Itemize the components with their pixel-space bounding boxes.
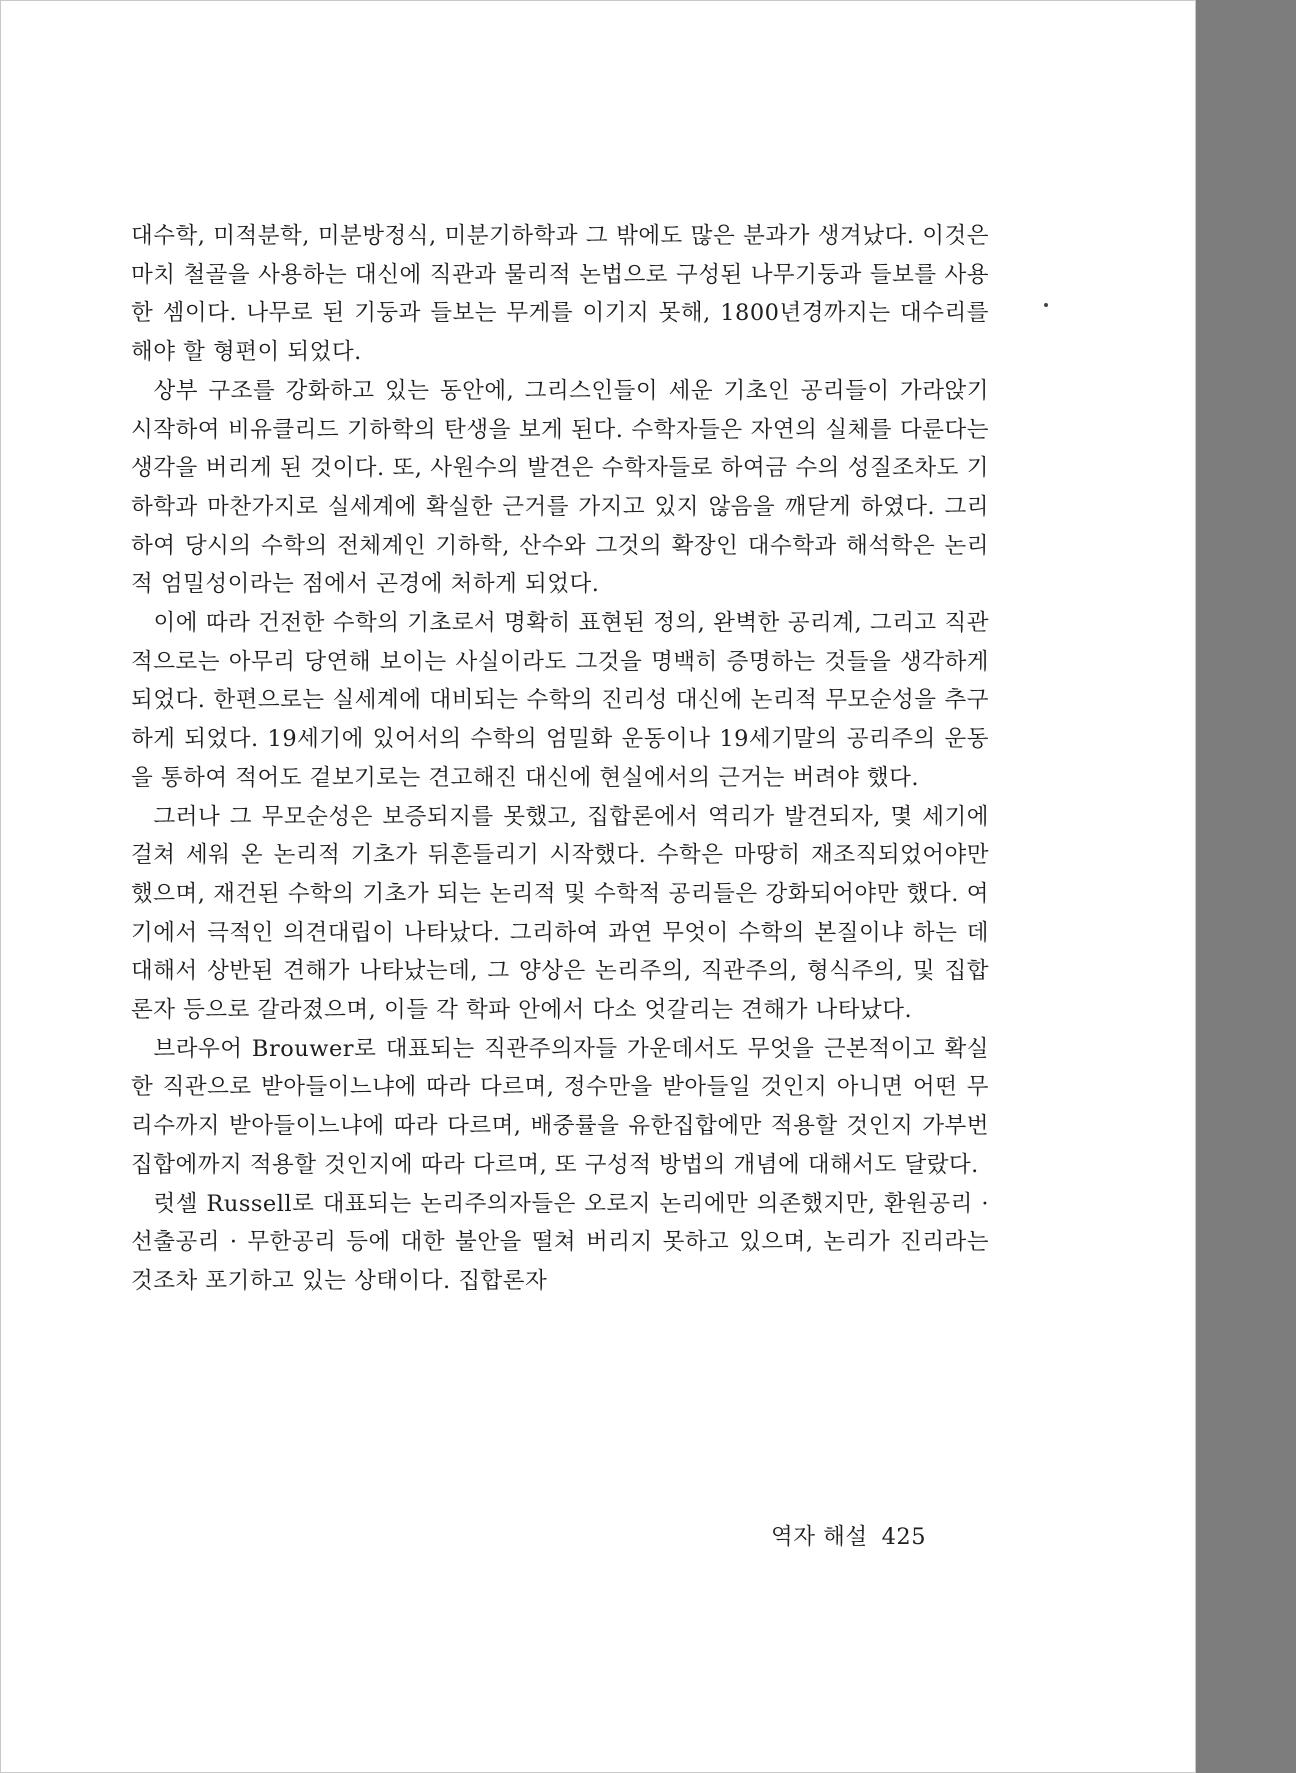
running-footer-title: 역자 해설 bbox=[771, 1524, 868, 1550]
page-number: 425 bbox=[881, 1524, 927, 1550]
stray-mark bbox=[1044, 303, 1048, 307]
paragraph-5: 브라우어 Brouwer로 대표되는 직관주의자들 가운데서도 무엇을 근본적이고 확실한 직관으로 받아들이느냐에 따라 다르며, 정수만을 받아들일 것인지 아니면 어떤 무리수까지 받아들이느냐에 따라 다르며, 배중률을 유한집합에만 적용할 것인지 가부번집합에까지 적용할 것인지에 따라 다르며, 또 구성적 방법의 개념에 대해서도 달랐다. bbox=[131, 1035, 989, 1178]
paragraph-3: 이에 따라 건전한 수학의 기초로서 명확히 표현된 정의, 완벽한 공리계, 그리고 직관적으로는 아무리 당연해 보이는 사실이라도 그것을 명백히 증명하는 것들을 생각하게 되었다. 한편으로는 실세계에 대비되는 수학의 진리성 대신에 논리적 무모순성을 추구하게 되었다. 19세기에 있어서의 수학의 엄밀화 운동이나 19세기말의 공리주의 운동을 통하여 적어도 겉보기로는 견고해진 대신에 현실에서의 근거는 버려야 했다. bbox=[131, 610, 989, 791]
page-footer bbox=[771, 1519, 926, 1551]
paragraph-6: 럿셀 Russell로 대표되는 논리주의자들은 오로지 논리에만 의존했지만, 환원공리 · 선출공리 · 무한공리 등에 대한 불안을 떨쳐 버리지 못하고 있으며, 논리가 진리라는 것조차 포기하고 있는 상태이다. 집합론자 bbox=[131, 1190, 989, 1294]
paragraph-2: 상부 구조를 강화하고 있는 동안에, 그리스인들이 세운 기초인 공리들이 가라앉기 시작하여 비유클리드 기하학의 탄생을 보게 된다. 수학자들은 자연의 실체를 다룬다는 생각을 버리게 된 것이다. 또, 사원수의 발견은 수학자들로 하여금 수의 성질조차도 기하학과 마찬가지로 실세계에 확실한 근거를 가지고 있지 않음을 깨닫게 하였다. 그리하여 당시의 수학의 전체계인 기하학, 산수와 그것의 확장인 대수학과 해석학은 논리적 엄밀성이라는 점에서 곤경에 처하게 되었다. bbox=[131, 377, 989, 598]
body-text bbox=[131, 217, 989, 1301]
paragraph-1: 대수학, 미적분학, 미분방정식, 미분기하학과 그 밖에도 많은 분과가 생겨났다. 이것은 마치 철골을 사용하는 대신에 직관과 물리적 논법으로 구성된 나무기둥과 들보를 사용한 셈이다. 나무로 된 기둥과 들보는 무게를 이기지 못해, 1800년경까지는 대수리를 해야 할 형편이 되었다. bbox=[131, 223, 989, 366]
paragraph-4: 그러나 그 무모순성은 보증되지를 못했고, 집합론에서 역리가 발견되자, 몇 세기에 걸쳐 세워 온 논리적 기초가 뒤흔들리기 시작했다. 수학은 마땅히 재조직되었어야만 했으며, 재건된 수학의 기초가 되는 논리적 및 수학적 공리들은 강화되어야만 했다. 여기에서 극적인 의견대립이 나타났다. 그리하여 과연 무엇이 수학의 본질이냐 하는 데 대해서 상반된 견해가 나타났는데, 그 양상은 논리주의, 직관주의, 형식주의, 및 집합론자 등으로 갈라졌으며, 이들 각 학파 안에서 다소 엇갈리는 견해가 나타났다. bbox=[131, 803, 989, 1024]
